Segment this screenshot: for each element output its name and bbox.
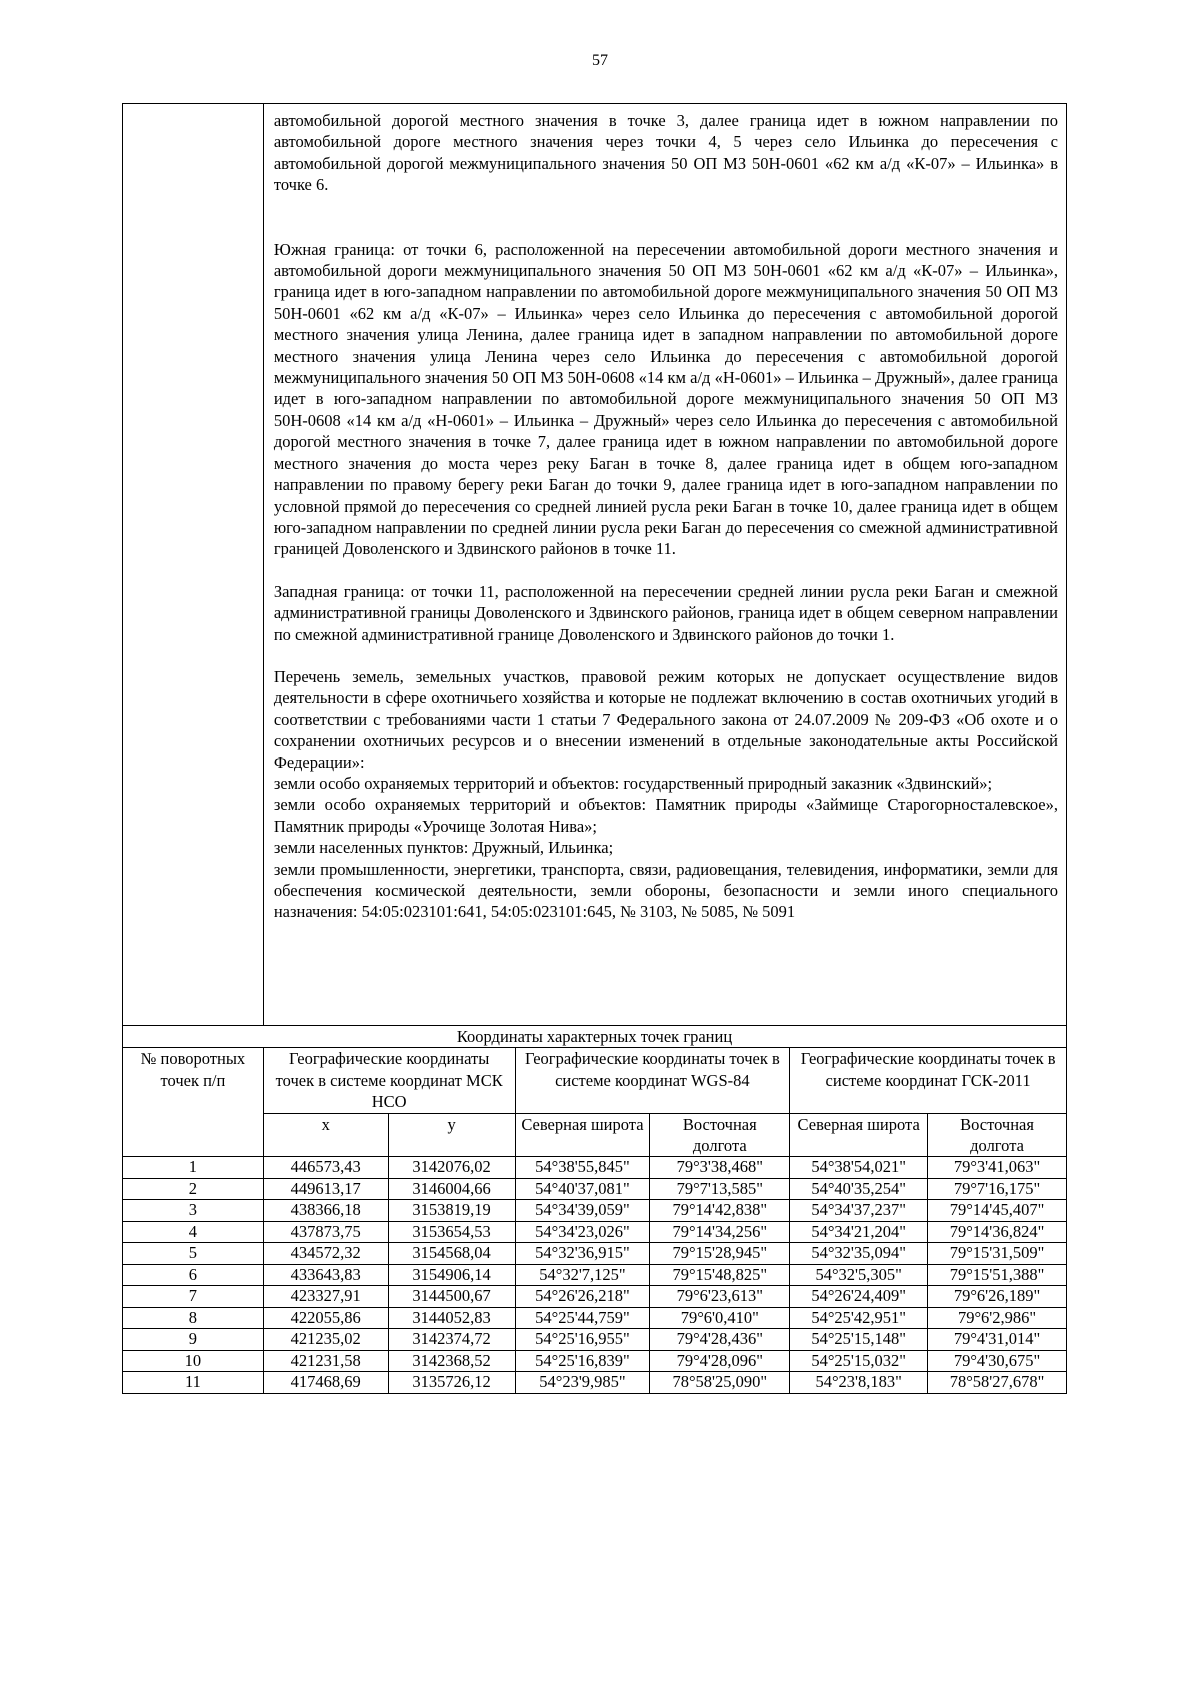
wgs-lat: 54°23'9,985" [515,1372,650,1394]
wgs-lon: 79°14'42,838" [650,1200,790,1222]
gsk-lon: 79°14'36,824" [928,1221,1067,1243]
msk-x: 423327,91 [263,1286,388,1308]
header-wgs: Географические координаты точек в системе координат WGS-84 [515,1048,790,1113]
header-lat-gsk: Северная широта [790,1113,928,1157]
lands-item: земли особо охраняемых территорий и объектов: Памятник природы «Займище Старогорносталевское», Памятник природы «Урочище Золотая Нива»; [273,795,1058,836]
msk-y: 3146004,66 [388,1178,515,1200]
gsk-lat: 54°40'35,254" [790,1178,928,1200]
wgs-lon: 79°14'34,256" [650,1221,790,1243]
gsk-lon: 79°3'41,063" [928,1157,1067,1179]
msk-x: 449613,17 [263,1178,388,1200]
table-row [123,1221,1067,1243]
wgs-lon: 79°6'0,410" [650,1307,790,1329]
msk-y: 3135726,12 [388,1372,515,1394]
wgs-lon: 79°15'48,825" [650,1264,790,1286]
msk-x: 433643,83 [263,1264,388,1286]
wgs-lat: 54°25'16,839" [515,1350,650,1372]
header-x: x [263,1113,388,1157]
wgs-lon: 79°4'28,436" [650,1329,790,1351]
gsk-lat: 54°25'15,148" [790,1329,928,1351]
coords-title: Координаты характерных точек границ [123,1026,1067,1048]
point-number: 2 [123,1178,264,1200]
msk-x: 422055,86 [263,1307,388,1329]
wgs-lat: 54°38'55,845" [515,1157,650,1179]
point-number: 4 [123,1221,264,1243]
point-number: 1 [123,1157,264,1179]
wgs-lat: 54°32'7,125" [515,1264,650,1286]
header-gsk: Географические координаты точек в системе координат ГСК-2011 [790,1048,1067,1113]
page-number: 57 [592,52,608,69]
wgs-lon: 79°4'28,096" [650,1350,790,1372]
msk-y: 3153819,19 [388,1200,515,1222]
gsk-lat: 54°25'42,951" [790,1307,928,1329]
wgs-lon: 78°58'25,090" [650,1372,790,1394]
wgs-lat: 54°34'23,026" [515,1221,650,1243]
wgs-lat: 54°32'36,915" [515,1243,650,1265]
msk-x: 434572,32 [263,1243,388,1265]
point-number: 9 [123,1329,264,1351]
paragraph-south: Южная граница: от точки 6, расположенной на пересечении автомобильной дороги местного значения и автомобильной дороги межмуниципального значения 50 ОП МЗ 50Н-0601 «62 км а/д «К-07» – Ильинка», граница идет в юго-западном направлении по автомобильной дороге межмуниципального значения 50 ОП МЗ 50Н-0601 «62 км а/д «К-07» – Ильинка» через село Ильинка до пересечения с автомобильной дорогой местного значения улица Ленина, далее граница идет в западном направлении по автомобильной дороге местного значения улица Ленина через село Ильинка до пересечения с автомобильной дорогой межмуниципального значения 50 ОП МЗ 50Н-0608 «14 км а/д «Н-0601» – Ильинка – Дружный», далее граница идет в юго-западном направлении по автомобильной дороге межмуниципального значения 50 ОП МЗ 50Н-0608 «14 км а/д «Н-0601» – Ильинка – Дружный» через село Ильинка до пересечения с автомобильной дорогой местного значения в точке 7, далее граница идет в южном направлении по автомобильной дороге местного значения до моста через реку Баган в точке 8, далее граница идет в общем юго-западном направлении по правому берегу реки Баган до точки 9, далее граница идет в юго-западном направлении по условной прямой до пересечения со средней линией русла реки Баган в точке 10, далее граница идет в общем юго-западном направлении по средней линии русла реки Баган до пересечения со смежной административной границей Доволенского и Здвинского районов в точке 11. [273,239,1058,559]
gsk-lat: 54°23'8,183" [790,1372,928,1394]
lands-intro: Перечень земель, земельных участков, правовой режим которых не допускает осуществление видов деятельности в сфере охотничьего хозяйства и которые не подлежат включению в состав охотничьих угодий в соответствии с требованиями части 1 статьи 7 Федерального закона от 24.07.2009 № 209-ФЗ «Об охоте и о сохранении охотничьих ресурсов и о внесении изменений в отдельные законодательные акты Российской Федерации»: [273,666,1058,772]
point-number: 11 [123,1372,264,1394]
gsk-lon: 79°14'45,407" [928,1200,1067,1222]
header-lon-gsk: Восточная долгота [928,1113,1067,1157]
msk-x: 437873,75 [263,1221,388,1243]
wgs-lon: 79°7'13,585" [650,1178,790,1200]
gsk-lon: 79°4'31,014" [928,1329,1067,1351]
table-row [123,1243,1067,1265]
gsk-lat: 54°32'5,305" [790,1264,928,1286]
gsk-lon: 79°6'26,189" [928,1286,1067,1308]
wgs-lon: 79°15'28,945" [650,1243,790,1265]
gsk-lon: 79°6'2,986" [928,1307,1067,1329]
paragraph-west: Западная граница: от точки 11, расположенной на пересечении средней линии русла реки Баган и смежной административной границы Доволенского и Здвинского районов, граница идет в общем северном направлении по смежной административной границе Доволенского и Здвинского районов до точки 1. [273,581,1058,644]
header-y: y [388,1113,515,1157]
msk-x: 446573,43 [263,1157,388,1179]
gsk-lon: 79°15'51,388" [928,1264,1067,1286]
table-row [123,1286,1067,1308]
msk-x: 421231,58 [263,1350,388,1372]
gsk-lat: 54°34'21,204" [790,1221,928,1243]
table-row [123,1329,1067,1351]
point-number: 5 [123,1243,264,1265]
header-lat-wgs: Северная широта [515,1113,650,1157]
table-row [123,1264,1067,1286]
table-row [123,1350,1067,1372]
point-number: 10 [123,1350,264,1372]
msk-x: 417468,69 [263,1372,388,1394]
gsk-lat: 54°25'15,032" [790,1350,928,1372]
gsk-lat: 54°38'54,021" [790,1157,928,1179]
gsk-lon: 79°4'30,675" [928,1350,1067,1372]
msk-x: 438366,18 [263,1200,388,1222]
paragraph-east: автомобильной дорогой местного значения в точке 3, далее граница идет в южном направлении по автомобильной дороге местного значения через точки 4, 5 через село Ильинка до пересечения с автомобильной дорогой межмуниципального значения 50 ОП МЗ 50Н-0601 «62 км а/д «К-07» – Ильинка» в точке 6. [273,111,1058,195]
table-row [123,1178,1067,1200]
gsk-lat: 54°32'35,094" [790,1243,928,1265]
gsk-lat: 54°26'24,409" [790,1286,928,1308]
msk-y: 3144500,67 [388,1286,515,1308]
gsk-lat: 54°34'37,237" [790,1200,928,1222]
lands-list [274,666,1058,923]
msk-y: 3142076,02 [388,1157,515,1179]
point-number: 8 [123,1307,264,1329]
msk-y: 3153654,53 [388,1221,515,1243]
table-row [123,1307,1067,1329]
wgs-lat: 54°34'39,059" [515,1200,650,1222]
msk-x: 421235,02 [263,1329,388,1351]
header-msk: Географические координаты точек в системе координат МСК НСО [263,1048,515,1113]
wgs-lat: 54°26'26,218" [515,1286,650,1308]
lands-item: земли населенных пунктов: Дружный, Ильинка; [273,838,614,858]
lands-item: земли особо охраняемых территорий и объектов: государственный природный заказник «Здвинский»; [273,773,993,793]
lands-item: земли промышленности, энергетики, транспорта, связи, радиовещания, телевидения, информатики, земли для обеспечения космической деятельности, земли обороны, безопасности и земли иного специального назначения: 54:05:023101:641, 54:05:023101:645, № 3103, № 5085, № 5091 [273,859,1058,922]
empty-cell [123,104,264,1026]
gsk-lon: 79°15'31,509" [928,1243,1067,1265]
header-lon-wgs: Восточная долгота [650,1113,790,1157]
gsk-lon: 78°58'27,678" [928,1372,1067,1394]
table-row [123,1157,1067,1179]
table-row [123,1372,1067,1394]
point-number: 7 [123,1286,264,1308]
gsk-lon: 79°7'16,175" [928,1178,1067,1200]
table-row [123,1200,1067,1222]
wgs-lon: 79°3'38,468" [650,1157,790,1179]
point-number: 3 [123,1200,264,1222]
boundary-table [122,103,1067,1394]
msk-y: 3154906,14 [388,1264,515,1286]
wgs-lat: 54°40'37,081" [515,1178,650,1200]
header-num: № поворотных точек п/п [123,1048,264,1157]
wgs-lon: 79°6'23,613" [650,1286,790,1308]
wgs-lat: 54°25'44,759" [515,1307,650,1329]
point-number: 6 [123,1264,264,1286]
msk-y: 3142368,52 [388,1350,515,1372]
description-cell [263,104,1066,1026]
wgs-lat: 54°25'16,955" [515,1329,650,1351]
msk-y: 3142374,72 [388,1329,515,1351]
msk-y: 3144052,83 [388,1307,515,1329]
msk-y: 3154568,04 [388,1243,515,1265]
